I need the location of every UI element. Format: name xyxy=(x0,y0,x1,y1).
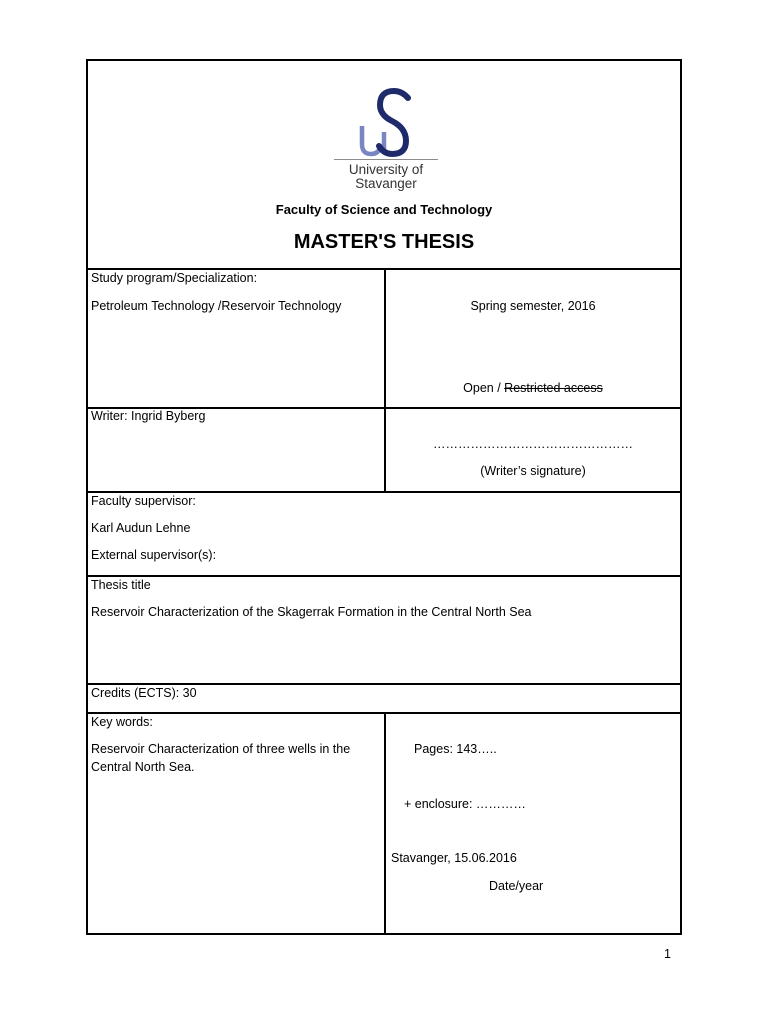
credits: Credits (ECTS): 30 xyxy=(91,686,197,700)
faculty-name: Faculty of Science and Technology xyxy=(275,202,493,217)
keywords-value: Reservoir Characterization of three wells in the Central North Sea. xyxy=(91,742,351,774)
faculty-supervisor-value: Karl Audun Lehne xyxy=(91,521,191,535)
faculty-supervisor-label: Faculty supervisor: xyxy=(91,494,196,508)
pages-count: Pages: 143….. xyxy=(414,742,497,756)
place-date: Stavanger, 15.06.2016 xyxy=(391,851,517,865)
enclosure: + enclosure: ………… xyxy=(404,797,526,811)
external-supervisor-label: External supervisor(s): xyxy=(91,548,217,562)
logo-divider xyxy=(334,159,438,160)
access-restricted: Restricted access xyxy=(504,381,603,395)
keywords-label: Key words: xyxy=(91,715,153,729)
thesis-title-value: Reservoir Characterization of the Skagerrak Formation in the Central North Sea xyxy=(91,605,532,619)
writer: Writer: Ingrid Byberg xyxy=(91,409,206,423)
page-number: 1 xyxy=(664,947,671,961)
divider-supervisors xyxy=(88,575,680,577)
thesis-cover-form xyxy=(86,59,682,935)
study-program-value: Petroleum Technology /Reservoir Technology xyxy=(91,299,342,313)
study-program-label: Study program/Specialization: xyxy=(91,271,258,285)
date-label: Date/year xyxy=(489,879,544,893)
access-open: Open / xyxy=(463,381,501,395)
signature-label: (Writer’s signature) xyxy=(480,464,586,478)
university-name: University of Stavanger xyxy=(348,162,424,191)
access-status xyxy=(386,379,680,397)
thesis-title-label: Thesis title xyxy=(91,578,151,592)
semester: Spring semester, 2016 xyxy=(470,299,596,313)
document-title: MASTER'S THESIS xyxy=(293,231,475,253)
signature-line: ………………………………………… xyxy=(433,437,633,451)
divider-column-bottom xyxy=(384,712,386,935)
